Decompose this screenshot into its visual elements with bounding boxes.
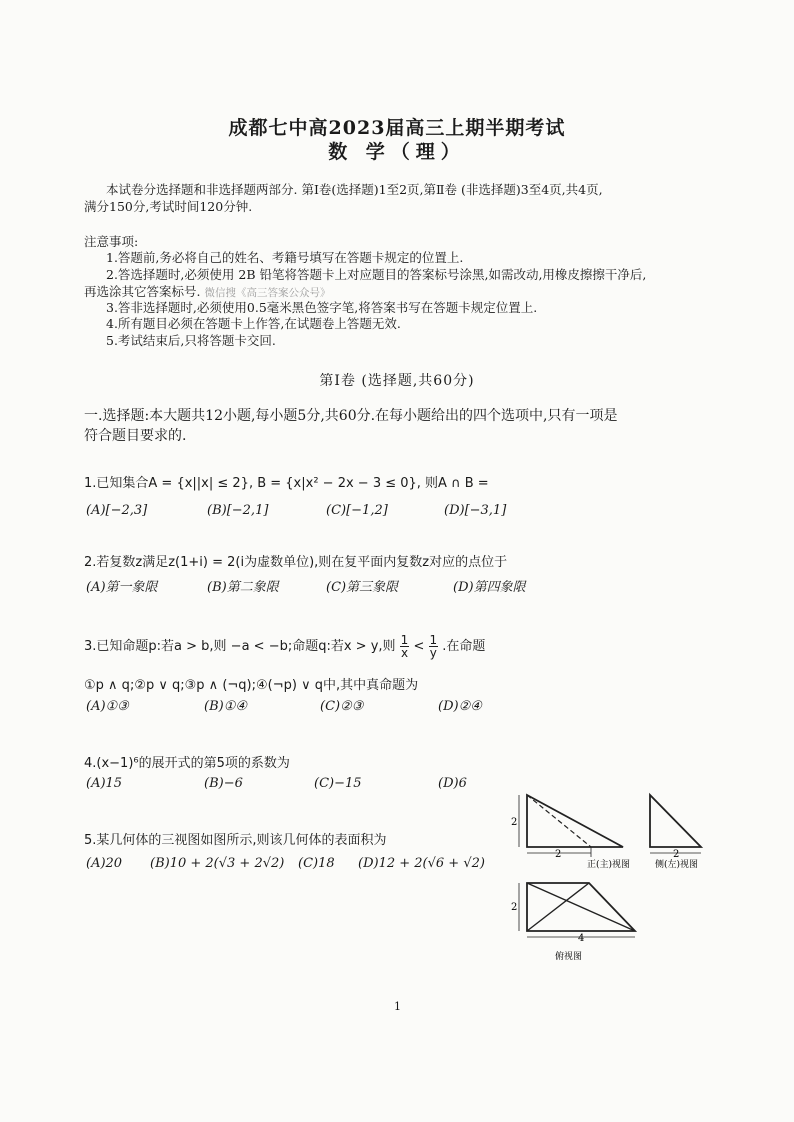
q3-stem [84, 634, 485, 659]
notes-heading: 注意事项: [84, 234, 139, 249]
section-heading: 第Ⅰ卷 (选择题,共60分) [319, 373, 475, 389]
intro-line-2: 满分150分,考试时间120分钟. [84, 199, 253, 214]
q2-option-b: (B)第二象限 [207, 580, 279, 595]
q3-frac1-num: 1 [400, 633, 409, 647]
q3-fraction-1x [400, 634, 410, 659]
q3-stem-post: .在命题 [442, 639, 486, 654]
q3-option-a: (A)①③ [86, 699, 129, 714]
q1-option-c: (C)[−1,2] [326, 503, 388, 518]
q5-option-c: (C)18 [298, 856, 335, 871]
top-view-drawing [519, 883, 635, 937]
side-view-drawing [650, 795, 701, 853]
top-height-label: 2 [511, 902, 518, 913]
q3-lt: < [413, 639, 425, 654]
notes-item-1: 1.答题前,务必将自己的姓名、考籍号填写在答题卡规定的位置上. [106, 250, 464, 265]
q3-fraction-1y [429, 634, 439, 659]
q3-frac2-den: y [429, 646, 437, 660]
front-view-hidden-edge [527, 795, 591, 847]
q1-option-a: (A)[−2,3] [86, 503, 148, 518]
section-instruction-2: 符合题目要求的. [84, 428, 187, 444]
watermark: 微信搜《高三答案公众号》 [204, 287, 331, 299]
q3-option-c: (C)②③ [320, 699, 364, 714]
intro-line-1: 本试卷分选择题和非选择题两部分. 第Ⅰ卷(选择题)1至2页,第Ⅱ卷 (非选择题)3至4页,共4页, [106, 182, 603, 197]
q5-option-a: (A)20 [86, 856, 123, 871]
notes-item-3: 3.答非选择题时,必须使用0.5毫米黑色签字笔,将答案书写在答题卡规定位置上. [106, 300, 538, 315]
q4-stem: 4.(x−1)⁶的展开式的第5项的系数为 [84, 756, 290, 771]
notes-item-2a: 2.答选择题时,必须使用 2B 铅笔将答题卡上对应题目的答案标号涂黑,如需改动,用橡皮擦擦干净后, [106, 267, 647, 282]
q4-option-b: (B)−6 [204, 776, 243, 791]
page-number: 1 [394, 1000, 401, 1013]
q2-option-a: (A)第一象限 [86, 580, 158, 595]
front-view-triangle [527, 795, 623, 847]
q2-option-c: (C)第三象限 [326, 580, 399, 595]
q3-frac2-num: 1 [429, 633, 438, 647]
q3-option-d: (D)②④ [438, 699, 482, 714]
notes-item-4: 4.所有题目必须在答题卡上作答,在试题卷上答题无效. [106, 316, 401, 331]
top-view-diagonal-2 [527, 883, 635, 931]
front-height-label: 2 [511, 817, 518, 828]
section-instruction-1: 一.选择题:本大题共12小题,每小题5分,共60分.在每小题给出的四个选项中,只有一项是 [84, 408, 618, 424]
exam-title: 成都七中高2023届高三上期半期考试 [228, 117, 566, 139]
q5-stem: 5.某几何体的三视图如图所示,则该几何体的表面积为 [84, 833, 387, 848]
q5-option-b: (B)10 + 2(√3 + 2√2) [150, 856, 285, 871]
q1-stem: 1.已知集合A = {x||x| ≤ 2}, B = {x|x² − 2x − 3 ≤ 0}, 则A ∩ B = [84, 476, 489, 491]
q1-option-d: (D)[−3,1] [444, 503, 507, 518]
top-view-label: 俯视图 [555, 952, 583, 962]
q4-option-d: (D)6 [438, 776, 467, 791]
q4-option-a: (A)15 [86, 776, 123, 791]
q2-option-d: (D)第四象限 [453, 580, 526, 595]
q3-frac1-den: x [400, 646, 409, 660]
exam-subtitle: 数 学（理） [328, 141, 466, 163]
front-view-label: 正(主)视图 [587, 860, 631, 870]
front-width-label: 2 [555, 849, 562, 860]
q5-option-d: (D)12 + 2(√6 + √2) [358, 856, 485, 871]
q3-line-2: ①p ∧ q;②p ∨ q;③p ∧ (¬q);④(¬p) ∨ q中,其中真命题为 [84, 678, 419, 693]
side-view-label: 侧(左)视图 [655, 860, 699, 870]
top-width-label: 4 [578, 933, 585, 944]
notes-item-2b-text: 再选涂其它答案标号. [84, 284, 201, 299]
q2-stem: 2.若复数z满足z(1+i) = 2(i为虚数单位),则在复平面内复数z对应的点位于 [84, 555, 508, 570]
notes-item-5: 5.考试结束后,只将答题卡交回. [106, 333, 276, 348]
side-view-triangle [650, 795, 701, 847]
q3-option-b: (B)①④ [204, 699, 248, 714]
q4-option-c: (C)−15 [314, 776, 362, 791]
q3-stem-pre: 3.已知命题p:若a > b,则 −a < −b;命题q:若x > y,则 [84, 639, 396, 654]
front-view-drawing [519, 795, 623, 857]
q1-option-b: (B)[−2,1] [207, 503, 269, 518]
notes-item-2b [84, 284, 330, 301]
side-width-label: 2 [673, 849, 680, 860]
three-view-figure [505, 785, 710, 970]
